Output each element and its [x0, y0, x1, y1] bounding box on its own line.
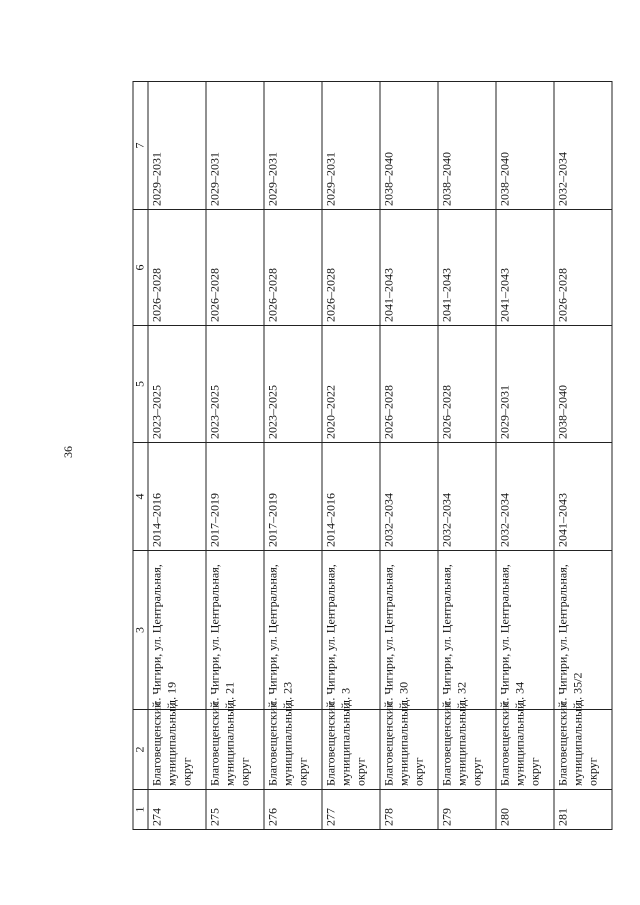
district-cell: Благовещенский муниципальный округ	[554, 710, 612, 790]
address-cell: с. Чигири, ул. Центральная, д. 30	[380, 551, 438, 710]
column-number: 1	[133, 790, 148, 830]
housing-schedule-table-wrapper	[133, 82, 610, 830]
column-number: 4	[133, 443, 148, 551]
period-cell-col7: 2038–2040	[380, 82, 438, 210]
address-cell: с. Чигири, ул. Центральная, д. 34	[496, 551, 554, 710]
period-cell-col7: 2029–2031	[206, 82, 264, 210]
period-cell-col4: 2014–2016	[322, 443, 380, 551]
table-row	[496, 82, 554, 830]
period-cell-col5: 2023–2025	[264, 326, 322, 443]
row-number-cell: 276	[264, 790, 322, 830]
column-number-row	[133, 82, 148, 830]
period-cell-col6: 2026–2028	[554, 210, 612, 326]
column-number: 5	[133, 326, 148, 443]
row-number-cell: 278	[380, 790, 438, 830]
period-cell-col6: 2041–2043	[496, 210, 554, 326]
period-cell-col7: 2032–2034	[554, 82, 612, 210]
period-cell-col5: 2026–2028	[438, 326, 496, 443]
district-cell: Благовещенский муниципальный округ	[322, 710, 380, 790]
district-cell: Благовещенский муниципальный округ	[206, 710, 264, 790]
table-row	[322, 82, 380, 830]
period-cell-col6: 2026–2028	[264, 210, 322, 326]
period-cell-col5: 2038–2040	[554, 326, 612, 443]
housing-schedule-table	[133, 81, 613, 830]
district-cell: Благовещенский муниципальный округ	[496, 710, 554, 790]
address-cell: с. Чигири, ул. Центральная, д. 32	[438, 551, 496, 710]
address-cell: с. Чигири, ул. Центральная, д. 21	[206, 551, 264, 710]
table-row	[264, 82, 322, 830]
period-cell-col5: 2023–2025	[148, 326, 206, 443]
period-cell-col7: 2029–2031	[322, 82, 380, 210]
table-row	[206, 82, 264, 830]
address-cell: с. Чигири, ул. Центральная, д. 23	[264, 551, 322, 710]
column-number: 2	[133, 710, 148, 790]
period-cell-col7: 2029–2031	[148, 82, 206, 210]
period-cell-col5: 2029–2031	[496, 326, 554, 443]
column-number: 3	[133, 551, 148, 710]
district-cell: Благовещенский муниципальный округ	[438, 710, 496, 790]
row-number-cell: 275	[206, 790, 264, 830]
period-cell-col6: 2026–2028	[206, 210, 264, 326]
period-cell-col5: 2020–2022	[322, 326, 380, 443]
page-number: 36	[61, 446, 75, 458]
period-cell-col4: 2041–2043	[554, 443, 612, 551]
period-cell-col4: 2017–2019	[206, 443, 264, 551]
table-row	[148, 82, 206, 830]
period-cell-col4: 2017–2019	[264, 443, 322, 551]
district-cell: Благовещенский муниципальный округ	[380, 710, 438, 790]
period-cell-col5: 2023–2025	[206, 326, 264, 443]
row-number-cell: 279	[438, 790, 496, 830]
column-number: 6	[133, 210, 148, 326]
period-cell-col6: 2041–2043	[438, 210, 496, 326]
table-row	[554, 82, 612, 830]
district-cell: Благовещенский муниципальный округ	[264, 710, 322, 790]
period-cell-col4: 2014–2016	[148, 443, 206, 551]
period-cell-col5: 2026–2028	[380, 326, 438, 443]
period-cell-col4: 2032–2034	[380, 443, 438, 551]
period-cell-col7: 2038–2040	[496, 82, 554, 210]
row-number-cell: 274	[148, 790, 206, 830]
period-cell-col4: 2032–2034	[438, 443, 496, 551]
table-row	[380, 82, 438, 830]
period-cell-col6: 2026–2028	[148, 210, 206, 326]
period-cell-col4: 2032–2034	[496, 443, 554, 551]
address-cell: с. Чигири, ул. Центральная, д. 35/2	[554, 551, 612, 710]
period-cell-col7: 2038–2040	[438, 82, 496, 210]
row-number-cell: 277	[322, 790, 380, 830]
row-number-cell: 281	[554, 790, 612, 830]
row-number-cell: 280	[496, 790, 554, 830]
address-cell: с. Чигири, ул. Центральная, д. 3	[322, 551, 380, 710]
column-number: 7	[133, 82, 148, 210]
period-cell-col7: 2029–2031	[264, 82, 322, 210]
address-cell: с. Чигири, ул. Центральная, д. 19	[148, 551, 206, 710]
period-cell-col6: 2026–2028	[322, 210, 380, 326]
district-cell: Благовещенский муниципальный округ	[148, 710, 206, 790]
period-cell-col6: 2041–2043	[380, 210, 438, 326]
table-row	[438, 82, 496, 830]
